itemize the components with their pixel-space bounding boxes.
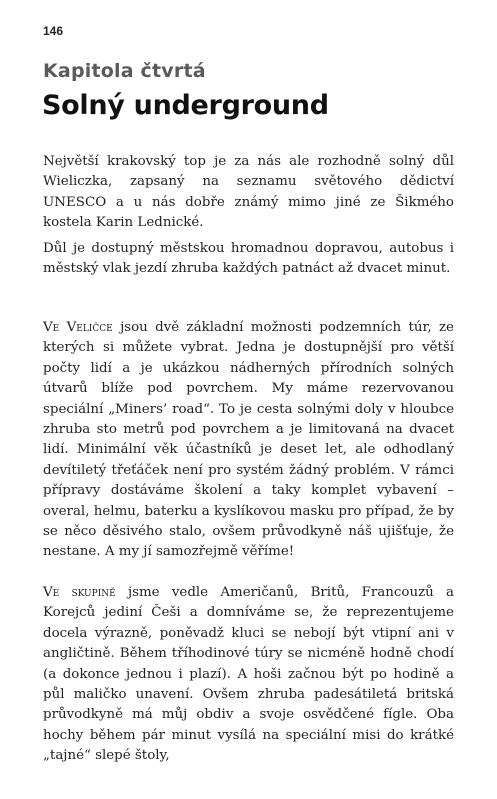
intro-text — [43, 152, 454, 279]
page-number: 146 — [43, 24, 64, 38]
intro-paragraph: Největší krakovský top je za nás ale rozhodně solný důl Wieliczka, zapsaný na seznamu světového dědictví UNESCO a u nás dobře známý mimo jiné ze Šikmého kostela Karin Lednické. — [43, 154, 454, 231]
section-lead: Ve skupině — [43, 585, 116, 600]
chapter-label: Kapitola čtvrtá — [43, 60, 206, 82]
intro-paragraph: Důl je dostupný městskou hromadnou dopravou, autobus i městský vlak jezdí zhruba každých patnáct až dvacet minut. — [43, 240, 454, 277]
section-text — [43, 583, 454, 767]
section-body: jsou dvě základní možnosti podzemních túr, ze kterých si můžete vybrat. Jedna je dostupnější pro větší počty lidí a je ukázkou nádherných přírodních solných útvarů blíže pod povrchem. My máme rezervovanou speciální „Miners’ road“. To je cesta solnými doly v hloubce zhruba sto metrů pod povrchem a je limitovaná na dvacet lidí. Minimální věk účastníků je deset let, ale odhodlaný devítiletý třeťáček není pro systém žádný problém. V rámci přípravy dostáváme školení a taky komplet vybavení – overal, helmu, baterku a kyslíkovou masku pro případ, že by se něco děsivého stalo, ovšem průvodkyně náš ujišťuje, že nestane. A my jí samozřejmě věříme! — [43, 320, 454, 560]
section-body: jsme vedle Američanů, Britů, Francouzů a Korejců jediní Češi a domníváme se, že reprezentujeme docela výrazně, poněvadž kluci se nebojí být vtipní ani v angličtině. Během tříhodinové túry se nicméně hodně chodí (a dokonce jednou i plazí). A hoši začnou být po hodině a půl maličko unavení. Ovšem zhruba padesátiletá britská průvodkyně má můj obdiv a svoje osvědčené fígle. Oba hochy během pár minut vysílá na speciální misi do krátké „tajné“ slepé štoly, — [43, 585, 454, 764]
section-lead: Ve Veličce — [43, 320, 113, 335]
section-text — [43, 318, 454, 563]
section-paragraph — [43, 583, 454, 767]
section-paragraph — [43, 318, 454, 563]
chapter-title: Solný underground — [42, 90, 329, 121]
